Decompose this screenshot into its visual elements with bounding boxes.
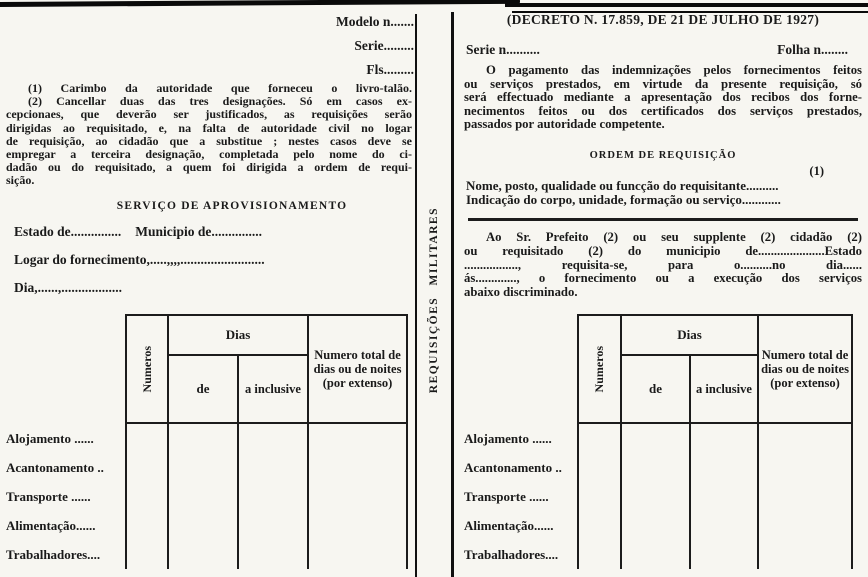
requisition-table-left <box>6 314 408 569</box>
paragraph-line: será effectuado mediante a apresentação dos recibos dos forne- <box>464 90 862 105</box>
footnote-2-line: empregar a terceira designação, completada pelo nome do ci- <box>6 147 412 162</box>
column-header-de: de <box>167 356 237 424</box>
table-cell <box>237 482 307 511</box>
footnote-2-line: dadão ou do requisitado, a quem foi dirigida a ordem de requi- <box>6 160 412 175</box>
table-cell <box>125 424 167 453</box>
estado-field: Estado de............... <box>14 224 122 239</box>
paragraph-line: ou requisitado (2) do municipio de.....................Estado <box>464 243 862 258</box>
column-header-numero-total: Numero total de dias ou de noites (por extenso) <box>307 314 408 424</box>
a-inclusive-header-text: a inclusive <box>245 381 301 396</box>
table-cell <box>125 482 167 511</box>
spine-divider-right-line <box>451 12 454 577</box>
table-cell <box>125 540 167 569</box>
requisition-paragraph <box>464 231 862 300</box>
table-cell <box>577 511 620 540</box>
row-label-transporte: Transporte ...... <box>6 488 91 504</box>
table-cell <box>757 424 853 453</box>
estado-municipio-line <box>14 224 262 240</box>
numeros-header-text: Numeros <box>139 345 154 393</box>
table-cell <box>307 453 408 482</box>
table-cell <box>689 453 757 482</box>
table-cell <box>620 540 689 569</box>
left-section-title: SERVIÇO DE APROVISIONAMENTO <box>116 200 348 212</box>
table-cell <box>237 453 307 482</box>
paragraph-line: O pagamento das indemnizações pelos fornecimentos feitos <box>486 63 862 77</box>
table-cell <box>689 482 757 511</box>
footnote-2-line: sição. <box>6 173 35 188</box>
row-label-transporte: Transporte ...... <box>464 488 549 504</box>
table-cell <box>577 424 620 453</box>
footnote-2-line: de requisição, ao cidadão que a substitue ; nestes casos deve se <box>6 133 412 148</box>
folha-n-field: Folha n........ <box>777 42 848 57</box>
table-cell <box>307 424 408 453</box>
municipio-field: Municipio de............... <box>135 224 263 239</box>
column-header-numeros <box>125 314 167 424</box>
column-header-numero-total: Numero total de dias ou de noites (por extenso) <box>757 314 853 424</box>
footnote-2-line: cepcionaes, que deverão ser justificados, as requisições serão <box>6 107 412 122</box>
paragraph-line: ás............., o fornecimento ou a execução dos serviços <box>464 271 862 286</box>
table-cell <box>125 453 167 482</box>
paragraph-line: abaixo discriminado. <box>464 285 578 300</box>
paragraph-line: ou serviços prestados, em virtude da presente requisição, só <box>464 76 862 91</box>
footnotes-block <box>6 82 412 188</box>
decree-title: (DECRETO N. 17.859, DE 21 DE JULHO DE 1927) <box>506 12 820 27</box>
table-cell <box>167 453 237 482</box>
table-cell <box>167 540 237 569</box>
table-cell <box>307 511 408 540</box>
serie-field: Serie......... <box>354 38 414 53</box>
table-cell <box>577 540 620 569</box>
dia-field: Dia,......,.................. <box>14 280 122 295</box>
row-label-acantonamento: Acantonamento .. <box>464 459 562 475</box>
table-cell <box>689 424 757 453</box>
table-cell <box>577 482 620 511</box>
horizontal-rule <box>468 218 858 221</box>
table-cell <box>757 482 853 511</box>
left-corner-fields <box>278 10 414 82</box>
column-header-dias: Dias <box>167 314 307 356</box>
a-inclusive-header-text: a inclusive <box>696 381 752 396</box>
table-cell <box>307 482 408 511</box>
column-header-a-inclusive <box>237 356 307 424</box>
table-cell <box>577 453 620 482</box>
ordem-requisicao-title: ORDEM DE REQUISIÇÃO <box>589 150 737 161</box>
table-cell <box>620 424 689 453</box>
footnote-reference-1: (1) <box>809 164 824 178</box>
table-cell <box>620 482 689 511</box>
logar-fornecimento-field: Logar do fornecimento,.....,,,,......................... <box>14 252 265 267</box>
footnote-2-line: dirigidas ao requisitado, e, na falta de autoridade civil no logar <box>6 120 412 135</box>
table-cell <box>689 540 757 569</box>
table-cell <box>237 540 307 569</box>
serie-folha-row <box>464 42 856 58</box>
paragraph-line: necimentos feitos ou dos certificados dos serviços prestados, <box>464 103 862 118</box>
column-header-numeros <box>577 314 620 424</box>
scan-edge-line-left <box>0 0 520 7</box>
serie-n-field: Serie n.......... <box>466 42 540 57</box>
table-cell <box>125 511 167 540</box>
row-label-acantonamento: Acantonamento .. <box>6 459 104 475</box>
table-cell <box>620 453 689 482</box>
paragraph-line: Ao Sr. Prefeito (2) ou seu supplente (2) cidadão (2) <box>486 230 862 244</box>
table-cell <box>167 482 237 511</box>
footnote-2-line: (2) Cancellar duas das tres designações. Só em casos ex- <box>28 94 412 109</box>
fls-field: Fls......... <box>366 62 414 77</box>
paragraph-line: ................., requisita-se, para o..........no dia...... <box>464 257 862 272</box>
numeros-header-text: Numeros <box>592 345 606 393</box>
table-cell <box>167 424 237 453</box>
footnote-1: (1) Carimbo da autoridade que forneceu o livro-talão. <box>28 81 412 95</box>
table-cell <box>167 511 237 540</box>
scan-edge-line-right-top <box>505 3 868 7</box>
requisition-table-right <box>464 314 853 569</box>
spine-title-text: REQUISIÇÕES MILITARES <box>428 206 440 394</box>
table-cell <box>757 511 853 540</box>
table-cell <box>620 511 689 540</box>
table-cell <box>237 424 307 453</box>
table-cell <box>307 540 408 569</box>
modelo-field: Modelo n....... <box>335 14 414 29</box>
table-cell <box>237 511 307 540</box>
row-label-alimentacao: Alimentação...... <box>6 517 96 533</box>
payment-paragraph <box>464 64 862 132</box>
column-header-a-inclusive <box>689 356 757 424</box>
table-label-column-header <box>6 314 125 424</box>
table-label-column-header <box>464 314 577 424</box>
table-cell <box>757 540 853 569</box>
column-header-dias: Dias <box>620 314 757 356</box>
nome-posto-field: Nome, posto, qualidade ou funcção do requisitante.......... <box>466 178 779 193</box>
column-header-de: de <box>620 356 689 424</box>
row-label-alojamento: Alojamento ...... <box>6 430 94 446</box>
table-cell <box>689 511 757 540</box>
row-label-trabalhadores: Trabalhadores.... <box>6 546 101 562</box>
spine-title <box>417 180 451 420</box>
row-label-trabalhadores: Trabalhadores.... <box>464 546 559 562</box>
row-label-alimentacao: Alimentação...... <box>464 517 554 533</box>
paragraph-line: passados por autoridade competente. <box>464 117 665 132</box>
row-label-alojamento: Alojamento ...... <box>464 430 552 446</box>
indicacao-corpo-field: Indicação do corpo, unidade, formação ou serviço............ <box>466 192 781 207</box>
table-cell <box>757 453 853 482</box>
